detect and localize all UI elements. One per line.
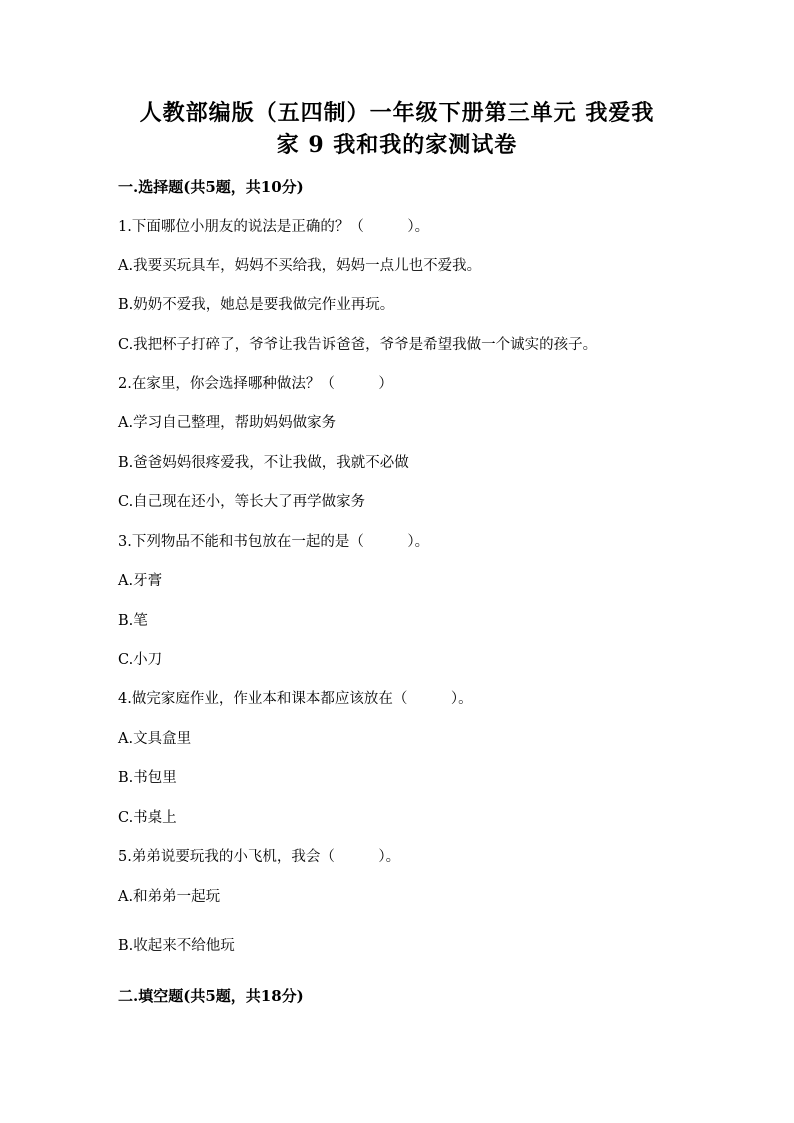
question-2-stem: 2.在家里，你会选择哪种做法？（ ） bbox=[118, 376, 393, 392]
question-2-option-b: B.爸爸妈妈很疼爱我，不让我做，我就不必做 bbox=[118, 455, 409, 471]
question-3-stem: 3.下列物品不能和书包放在一起的是（ ）。 bbox=[118, 534, 430, 550]
question-3-option-c: C.小刀 bbox=[118, 652, 163, 668]
question-1-option-a: A.我要买玩具车，妈妈不买给我，妈妈一点儿也不爱我。 bbox=[118, 258, 482, 274]
question-5-stem: 5.弟弟说要玩我的小飞机，我会（ ）。 bbox=[118, 849, 401, 865]
question-5-option-b: B.收起来不给他玩 bbox=[118, 938, 235, 954]
section-heading-multiple-choice: 一.选择题(共5题，共10分) bbox=[118, 178, 304, 196]
question-1-option-b: B.奶奶不爱我，她总是要我做完作业再玩。 bbox=[118, 297, 395, 313]
question-4-option-b: B.书包里 bbox=[118, 770, 177, 786]
question-4-option-a: A.文具盒里 bbox=[118, 731, 192, 747]
exam-title-line-1: 人教部编版（五四制）一年级下册第三单元 我爱我 bbox=[139, 100, 655, 126]
question-4-stem: 4.做完家庭作业，作业本和课本都应该放在（ ）。 bbox=[118, 691, 473, 707]
question-1-stem: 1.下面哪位小朋友的说法是正确的？（ ）。 bbox=[118, 219, 430, 235]
question-1-option-c: C.我把杯子打碎了，爷爷让我告诉爸爸，爷爷是希望我做一个诚实的孩子。 bbox=[118, 337, 598, 353]
section-heading-fill-in-blank: 二.填空题(共5题，共18分) bbox=[118, 987, 304, 1005]
question-2-option-a: A.学习自己整理，帮助妈妈做家务 bbox=[118, 415, 337, 431]
question-3-option-b: B.笔 bbox=[118, 613, 148, 629]
question-3-option-a: A.牙膏 bbox=[118, 573, 163, 589]
question-4-option-c: C.书桌上 bbox=[118, 810, 177, 826]
exam-title-line-2: 家 9 我和我的家测试卷 bbox=[276, 132, 518, 158]
question-5-option-a: A.和弟弟一起玩 bbox=[118, 889, 221, 905]
question-2-option-c: C.自己现在还小，等长大了再学做家务 bbox=[118, 494, 366, 510]
